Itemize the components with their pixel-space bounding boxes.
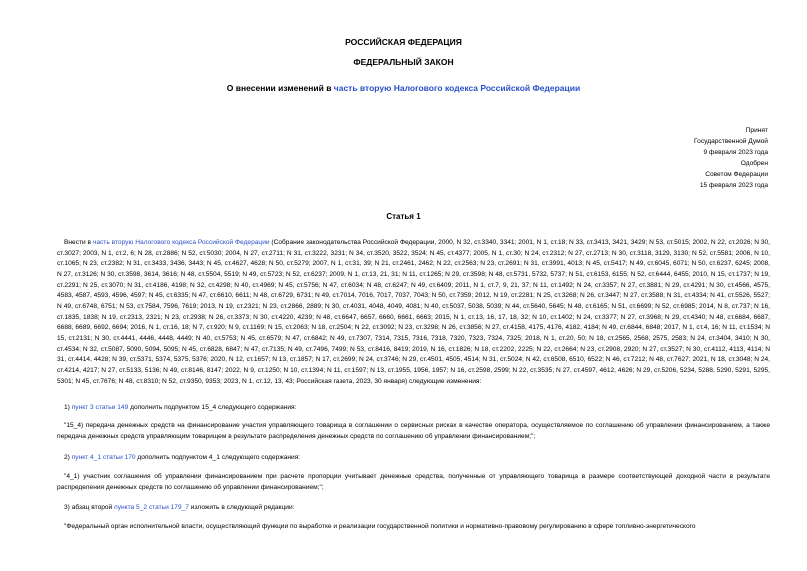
item-3-quote: "Федеральный орган исполнительной власти, осуществляющий функции по выработке и реализации государственной политики и нормативно-правовому регулированию в сфере топливно-энергетического — [64, 523, 696, 530]
item-2-rest: дополнить подпунктом 4_1 следующего содержания: — [135, 454, 301, 461]
tax-code-link[interactable]: часть вторую Налогового кодекса Российской Федерации — [333, 83, 581, 93]
item-2-quote: "4_1) участник соглашения об управлении финансированием при расчете пропорции учитывает денежные средства, полученные от управляющего товарища в размере соответствующей доходной части в результате распределения денежных средств по соглашению об управлении финансированием;"; — [57, 473, 770, 491]
item-3-link[interactable]: пункта 5_2 статьи 179_7 — [114, 504, 189, 511]
item-1-prefix: 1) — [64, 404, 72, 411]
article-title: Статья 1 — [386, 212, 421, 221]
acceptance-line: Принят — [745, 127, 768, 134]
acceptance-line: 15 февраля 2023 года — [699, 182, 768, 189]
country-title: РОССИЙСКАЯ ФЕДЕРАЦИЯ — [345, 37, 462, 47]
acceptance-line: Одобрен — [740, 160, 768, 167]
article-intro-paragraph — [57, 238, 770, 387]
law-type-title: ФЕДЕРАЛЬНЫЙ ЗАКОН — [353, 57, 454, 67]
item-3-prefix: 3) абзац второй — [64, 504, 115, 511]
acceptance-block — [694, 125, 768, 191]
item-2-prefix: 2) — [64, 454, 72, 461]
item-1-quote: "15_4) передача денежных средств на финансирование участия управляющего товарища в соглашении о сервисных рисках в качестве оператора, осуществляемое по соглашению об управлении финансированием, а также передача денежных средств управляющим товарищем в результате распределения денежных средств по соглашению об управлении финансированием;"; — [57, 422, 770, 440]
item-1-rest: дополнить подпунктом 15_4 следующего содержания: — [128, 404, 297, 411]
intro-prefix: Внести в — [64, 239, 93, 246]
law-subject-prefix: О внесении изменений в — [226, 83, 334, 93]
item-2-link[interactable]: пункт 4_1 статьи 170 — [71, 454, 136, 461]
acceptance-line: Государственной Думой — [694, 138, 768, 145]
acceptance-line: 9 февраля 2023 года — [703, 149, 768, 156]
law-subject — [0, 83, 807, 93]
item-2-paragraph — [57, 453, 770, 464]
item-1-link[interactable]: пункт 3 статьи 149 — [71, 404, 129, 411]
item-1-paragraph — [57, 403, 770, 414]
acceptance-line: Советом Федерации — [705, 171, 768, 178]
intro-citations: (Собрание законодательства Российской Федерации, 2000, N 32, ст.3340, 3341; 2001, N 1, ст.18; N 33, ст.3413, 3421, 3429; N 53, ст.5015; 2002, N 22, ст.2026; N 30, ст.3027; 2003, N 1, ст.2, 6; N 28, ст.2886; N 52, ст.5030; 2004, N 27, ст.2711; N 31, ст.3222, 3231; N 34, ст.3520, 3522, 3524; N 45, ст.4377; 2005, N 1, ст.30; N 24, ст.2312; N 27, ст.2713; N 30, ст.3118, 3129, 3130; N 52, ст.5581; 2006, N 10, ст.1065; N 23, ст.2382; N 31, ст.3433, 3436, 3443; N 45, ст.4627, 4628; N 50, ст.5279; 2007, N 1, ст.31, 39; N 21, ст.2461, 2462; N 22, ст.2563; N 23, ст.2691; N 31, ст.3991, 4013; N 45, ст.5417; N 49, ст.6045, 6071; N 50, ст.6237, 6245; 2008, N 27, ст.3126; N 30, ст.3598, 3614, 3616; N 48, ст.5504, 5519; N 49, ст.5723; N 52, ст.6237; 2009, N 1, ст.13, 21, 31; N 11, ст.1265; N 29, ст.3598; N 48, ст.5731, 5732, 5737; N 51, ст.6153, 6155; N 52, ст.6444, 6455; 2010, N 15, ст.1737; N 19, ст.2291; N 25, ст.3070; N 31, ст.4186, 4198; N 32, ст.4298; N 40, ст.4969; N 45, ст.5756; N 47, ст.6034; N 48, ст.6247; N 49, ст.6409; 2011, N 1, ст.7, 9, 21, 37; N 11, ст.1492; N 24, ст.3357; N 27, ст.3881; N 29, ст.4291; N 30, ст.4566, 4575, 4583, 4587, 4593, 4596, 4597; N 45, ст.6335; N 47, ст.6610, 6611; N 48, ст.6729, 6731; N 49, ст.7014, 7016, 7017, 7037, 7043; N 50, ст.7359; 2012, N 19, ст.2281; N 25, ст.3268; N 26, ст.3447; N 27, ст.3588; N 31, ст.4334; N 41, ст.5526, 5527; N 49, ст.6748, 6751; N 53, ст.7584, 7596, 7619; 2013, N 19, ст.2321; N 23, ст.2866, 2889; N 30, ст.4031, 4048, 4049, 4081; N 40, ст.5037, 5038, 5039; N 44, ст.5640, 5645; N 48, ст.6165; N 51, ст.6699; N 52, ст.6985; 2014, N 8, ст.737; N 16, ст.1835, 1838; N 19, ст.2313, 2321; N 23, ст.2938; N 26, ст.3373; N 30, ст.4220, 4239; N 48, ст.6647, 6657, 6660, 6661, 6663; 2015, N 1, ст.13, 16, 17, 18, 32; N 10, ст.1402; N 24, ст.3377; N 27, ст.3968; N 29, ст.4340; N 48, ст.6684, 6687, 6688, 6689, 6692, 6694; 2016, N 1, ст.16, 18; N 7, ст.920; N 9, ст.1169; N 15, ст.2063; N 18, ст.2504; N 22, ст.3092; N 23, ст.3298; N 26, ст.3856; N 27, ст.4158, 4175, 4176, 4182, 4184; N 49, ст.6844, 6848; 2017, N 1, ст.4, 16; N 11, ст.1534; N 15, ст.2131; N 30, ст.4441, 4446, 4448, 4449; N 40, ст.5753; N 45, ст.6579; N 47, ст.6842; N 49, ст.7307, 7314, 7315, 7316, 7318, 7320, 7323, 7324, 7325; 2018, N 1, ст.20, 50; N 18, ст.2565, 2568, 2575, 2583; N 24, ст.3404, 3410; N 30, ст.4534; N 32, ст.5087, 5090, 5094, 5095; N 45, ст.6828, 6847; N 47, ст.7135; N 49, ст.7496, 7499; N 53, ст.8416, 8419; 2019, N 16, ст.1826; N 18, ст.2202, 2225; N 22, ст.2664; N 23, ст.2908, 2920; N 27, ст.3527; N 30, ст.4112, 4113, 4114; N 31, ст.4414, 4428; N 39, ст.5371, 5374, 5375, 5376; 2020, N 12, ст.1657; N 13, ст.1857; N 17, ст.2699; N 24, ст.3746; N 29, ст.4501, 4505, 4514; N 31, ст.5024; N 42, ст.6508, 6510, 6522; N 46, ст.7212; N 48, ст.7627; 2021, N 18, ст.3048; N 24, ст.4214, 4217; N 27, ст.5133, 5136; N 49, ст.8146, 8147; 2022, N 9, ст.1250; N 10, ст.1394; N 11, ст.1597; N 13, ст.1955, 1956, 1957; N 16, ст.2598, 2599; N 22, ст.3535; N 27, ст.4597, 4612, 4626; N 29, ст.5206, 5234, 5288, 5290, 5291, 5295, 5301; N 45, ст.7676; N 48, ст.8310; N 52, ст.9350, 9353; 2023, N 1, ст.12, 13, 43; Российская газета, 2023, 30 января) следующие изменения: — [57, 239, 770, 385]
item-3-rest: изложить в следующей редакции: — [188, 504, 295, 511]
item-3-paragraph — [57, 503, 770, 514]
intro-tax-code-link[interactable]: часть вторую Налогового кодекса Российской Федерации — [92, 239, 270, 246]
